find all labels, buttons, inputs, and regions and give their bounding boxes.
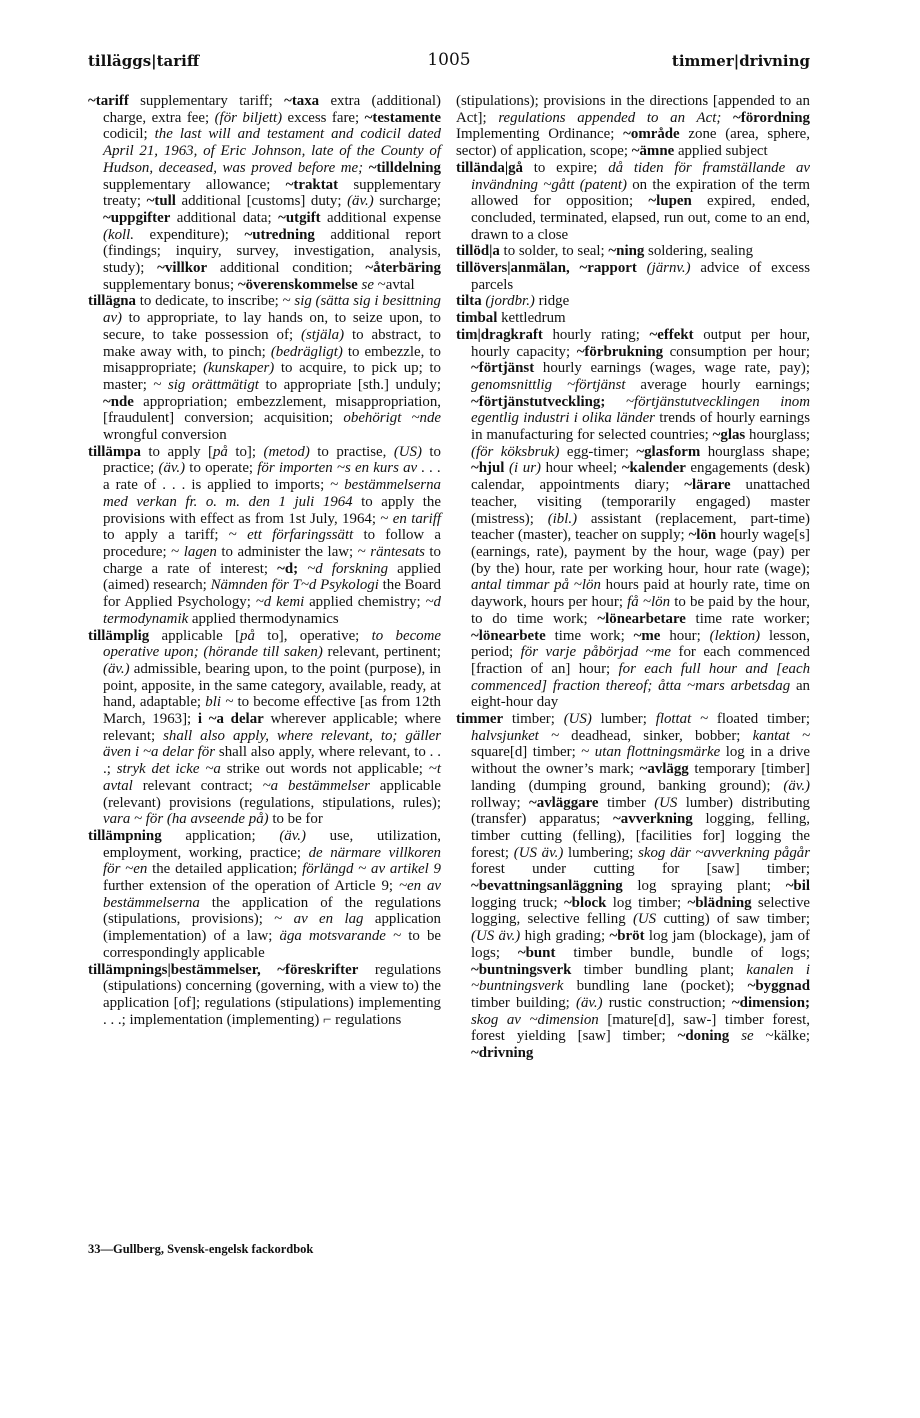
dictionary-entry: tilta (jordbr.) ridge [456,293,570,310]
dictionary-entry: tillöd|a to solder, to seal; ~ning soldering, sealing [456,243,754,260]
page-header [88,52,810,76]
left-column [88,93,441,1028]
dictionary-entry: tillövers|anmälan, ~rapport (järnv.) advice of excess parcels [456,260,810,293]
dictionary-entry: (stipulations); provisions in the directions [appended to an Act]; regulations appended to an Act; ~förordning Implementing Ordinance; ~område zone (area, sphere, sector) of application, scope; ~ämne applied subject [456,93,810,160]
dictionary-entry: tillämpnings|bestämmelser, ~föreskrifter regulations (stipulations) concerning (governing, with a view to) the application [of]; regulations (stipulations) implementing . . .; implementation (implementing) ⌐ regulations [88,961,441,1028]
dictionary-entry: tillämpa to apply [på to]; (metod) to practise, (US) to practice; (äv.) to operate; för importen ~s en kurs av . . . a rate of . . . is applied to imports; ~ bestämmelserna med verkan fr. o. m. den 1 juli 1964 to apply the provisions with effect as from 1st July, 1964; ~ en tariff to apply a tariff; ~ ett förfaringssätt to follow a procedure; ~ lagen to administer the law; ~ räntesats to charge a rate of interest; ~d; ~d forskning applied (aimed) research; Nämnden för T~d Psykologi the Board for Applied Psychology; ~d kemi applied chemistry; ~d termodynamik applied thermodynamics [88,443,442,627]
dictionary-entry: tillägna to dedicate, to inscribe; ~ sig (sätta sig i besittning av) to appropriate, to lay hands on, to seize upon, to secure, to take possession of; (stjäla) to abstract, to make away with, to pinch; (bedrägligt) to embezzle, to misappropriate; (kunskaper) to acquire, to pick up; to master; ~ sig orättmätigt to appropriate [sth.] unduly; ~nde appropriation; embezzlement, misappropriation, [fraudulent] conversion; acquisition; obehörigt ~nde wrongful conversion [88,293,442,444]
right-running-headword: timmer|drivning [671,52,810,70]
dictionary-entry: ~tariff supplementary tariff; ~taxa extra (additional) charge, extra fee; (för biljett) excess fare; ~testamente codicil; the last will and testament and codicil dated April 21, 1963, of Eric Johnson, late of the County of Hudson, deceased, was proved before me; ~tilldelning supplementary allowance; ~traktat supplementary treaty; ~tull additional [customs] duty; (äv.) surcharge; ~uppgifter additional data; ~utgift additional expense (koll. expenditure); ~utredning additional report (findings; inquiry, survey, investigation, analysis, study); ~villkor additional condition; ~återbäring supplementary bonus; ~överenskommelse se ~avtal [88,93,442,293]
dictionary-entry: timmer timber; (US) lumber; flottat ~ floated timber; halvsjunket ~ deadhead, sinker, bobber; kantat ~ square[d] timber; ~ utan flottningsmärke log in a drive without the owner’s mark; ~avlägg temporary [timber] landing (dumping ground, banking ground); (äv.) rollway; ~avläggare timber (US lumber) distributing (transfer) apparatus; ~avverkning logging, felling, timber cutting (felling), [facilities for] logging the forest; (US äv.) lumbering; skog där ~avverkning pågår forest under cutting for [saw] timber; ~bevattningsanläggning log spraying plant; ~bil logging truck; ~block log timber; ~blädning selective logging, selective felling (US cutting) of saw timber; (US äv.) high grading; ~bröt log jam (blockage), jam of logs; ~bunt timber bundle, bundle of logs; ~buntningsverk timber bundling plant; kanalen i ~buntningsverk bundling lane (pocket); ~byggnad timber building; (äv.) rustic construction; ~dimension; skog av ~dimension [mature[d], saw-] timber forest, forest yielding [saw] timber; ~doning se ~kälke; ~drivning [456,711,811,1062]
dictionary-entry: tillämpning application; (äv.) use, utilization, employment, working, practice; de närmare villkoren för ~en the detailed application; förlängd ~ av artikel 9 further extension of the operation of Article 9; ~en av bestämmelserna the application of the regulations (stipulations, provisions); ~ av en lag application (implementation) of a law; äga motsvarande ~ to be correspondingly applicable [88,827,441,961]
dictionary-entry: timbal kettledrum [456,310,566,327]
left-running-headword: tilläggs|tariff [88,52,200,70]
page-number: 1005 [427,50,471,70]
dictionary-entry: tim|dragkraft hourly rating; ~effekt output per hour, hourly capacity; ~förbrukning consumption per hour; ~förtjänst hourly earnings (wages, wage rate, pay); genomsnittlig ~förtjänst average hourly earnings; ~förtjänstutveckling; ~förtjänstutvecklingen inom egentlig industri i olika länder trends of hourly earnings in manufacturing for selected countries; ~glas hourglass; (för köksbruk) egg-timer; ~glasform hourglass shape; ~hjul (i ur) hour wheel; ~kalender engagements (desk) calendar, appointments diary; ~lärare unattached teacher, visiting (temporarily engaged) master (mistress); (ibl.) assistant (replacement, part-time) teacher (master), teacher on supply; ~lön hourly wage[s] (earnings, rate), payment by the hour, wage (pay) per (by the) hour, rate per working hour, hour rate (wage); antal timmar på ~lön hours paid at hourly rate, time on daywork, hours per hour; få ~lön to be paid by the hour, to do time work; ~lönearbetare time rate worker; ~lönearbete time work; ~me hour; (lektion) lesson, period; för varje påbörjad ~me for each commenced [fraction of an] hour; for each full hour and [each commenced] fraction thereof; åtta ~mars arbetsdag an eight-hour day [456,326,811,711]
right-column [456,93,810,1062]
dictionary-entry: tillända|gå to expire; då tiden för framställande av invändning ~gått (patent) on the expiration of the term allowed for opposition; ~lupen expired, ended, concluded, terminated, elapsed, run out, come to an end, drawn to a close [456,159,811,243]
dictionary-entry: tillämplig applicable [på to], operative; to become operative upon; (hörande till saken) relevant, pertinent; (äv.) admissible, bearing upon, to the point (purpose), in point, apposite, in the same category, available, ready, at hand, adaptable; bli ~ to become effective [as from 12th March, 1963]; i ~a delar wherever applicable; where relevant; shall also apply, where relevant, to; gäller även i ~a delar för shall also apply, where relevant, to . . .; stryk det icke ~a strike out words not applicable; ~t avtal relevant contract; ~a bestämmelser applicable (relevant) provisions (regulations, stipulations, rules); vara ~ för (ha avseende på) to be for [88,627,441,828]
footer-signature: 33—Gullberg, Svensk-engelsk fackordbok [88,1242,314,1256]
